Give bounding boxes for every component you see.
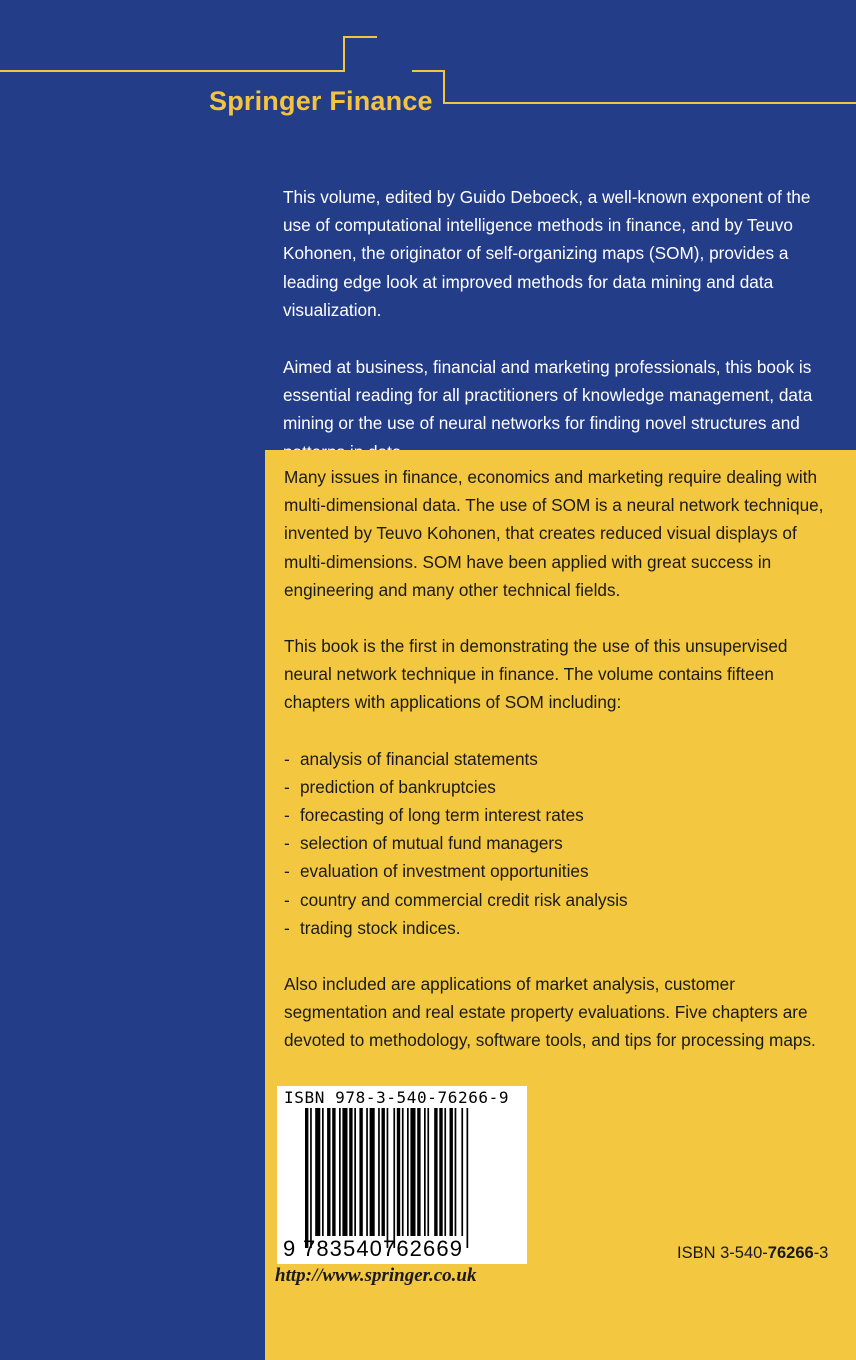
barcode-bar [339, 1108, 341, 1236]
list-item: - forecasting of long term interest rates [284, 805, 584, 826]
blue-section-text [283, 183, 839, 495]
series-title: Springer Finance [209, 86, 433, 116]
barcode-bar [455, 1108, 457, 1236]
blue-paragraph: Aimed at business, financial and marketing professionals, this book is essential reading for all practitioners of knowledge management, data mining or the use of neural networks for finding novel structures and [283, 357, 813, 434]
yellow-section-text [284, 463, 840, 1083]
yellow-paragraph: Many issues in finance, economics and marketing require dealing with multi-dimensional data. The use of SOM is a neural network technique, invented by Teuvo Kohonen, that creates reduced visual displays of multi-dimensions. SOM have been applied with great success in engineering and many other technical fields. [284, 467, 824, 600]
barcode-bar [424, 1108, 426, 1236]
barcode-bar [439, 1108, 442, 1236]
barcode-bar [305, 1108, 308, 1248]
barcode-digit-groups: 783540762669 [303, 1236, 464, 1261]
list-item: - evaluation of investment opportunities [284, 861, 589, 882]
barcode-bar [467, 1108, 469, 1248]
barcode-bar [342, 1108, 347, 1236]
yellow-paragraph: Also included are applications of market analysis, customer segmentation and real estate property evaluations. Five chapters are devoted to methodology, software tools, and tips for processing maps. [284, 974, 816, 1051]
list-item: - prediction of bankruptcies [284, 776, 496, 797]
barcode-bar [397, 1108, 400, 1236]
barcode-bar [332, 1108, 335, 1236]
barcode-bar [461, 1108, 463, 1236]
yellow-paragraph: This book is the first in demonstrating the use of this unsupervised neural network technique in finance. The volume contains fifteen chapters with applications of SOM including: [284, 636, 788, 713]
barcode [277, 1086, 527, 1264]
barcode-bar [366, 1108, 368, 1236]
barcode-bar [402, 1108, 404, 1236]
isbn13-label: ISBN 978-3-540-76266-9 [284, 1088, 510, 1107]
barcode-bar [407, 1108, 409, 1236]
yellow-panel [265, 450, 856, 1360]
isbn10-label: ISBN 3-540-76266-3 [677, 1244, 829, 1262]
list-item: - selection of mutual fund managers [284, 833, 563, 854]
barcode-bar [382, 1108, 385, 1236]
barcode-bar [378, 1108, 380, 1236]
barcode-bar [359, 1108, 362, 1236]
blue-paragraph: This volume, edited by Guido Deboeck, a well-known exponent of the use of computational intelligence methods in finance, and by Teuvo Kohonen, the originator of self-organizing maps (SOM), provides a leading edge look at improved methods for data mining and data visualization. [283, 187, 811, 320]
barcode-bar [315, 1108, 320, 1236]
barcode-bar [417, 1108, 420, 1236]
barcode-bar [322, 1108, 324, 1236]
barcode-bar [393, 1108, 395, 1248]
barcode-bar [410, 1108, 415, 1236]
barcode-bar [354, 1108, 356, 1236]
barcode-bar [370, 1108, 375, 1236]
barcode-bar [444, 1108, 446, 1236]
publisher-url[interactable]: http://www.springer.co.uk [275, 1265, 477, 1286]
applications-list [284, 745, 840, 942]
barcode-bar [434, 1108, 437, 1236]
barcode-bar [387, 1108, 389, 1248]
list-item: - analysis of financial statements [284, 748, 538, 769]
barcode-bar [427, 1108, 429, 1236]
barcode-first-digit: 9 [283, 1236, 296, 1261]
barcode-bar [450, 1108, 453, 1236]
list-item: - country and commercial credit risk analysis [284, 889, 628, 910]
list-item: - trading stock indices. [284, 917, 461, 938]
barcode-bar [310, 1108, 312, 1248]
barcode-bar [327, 1108, 330, 1236]
barcode-bar [349, 1108, 352, 1236]
